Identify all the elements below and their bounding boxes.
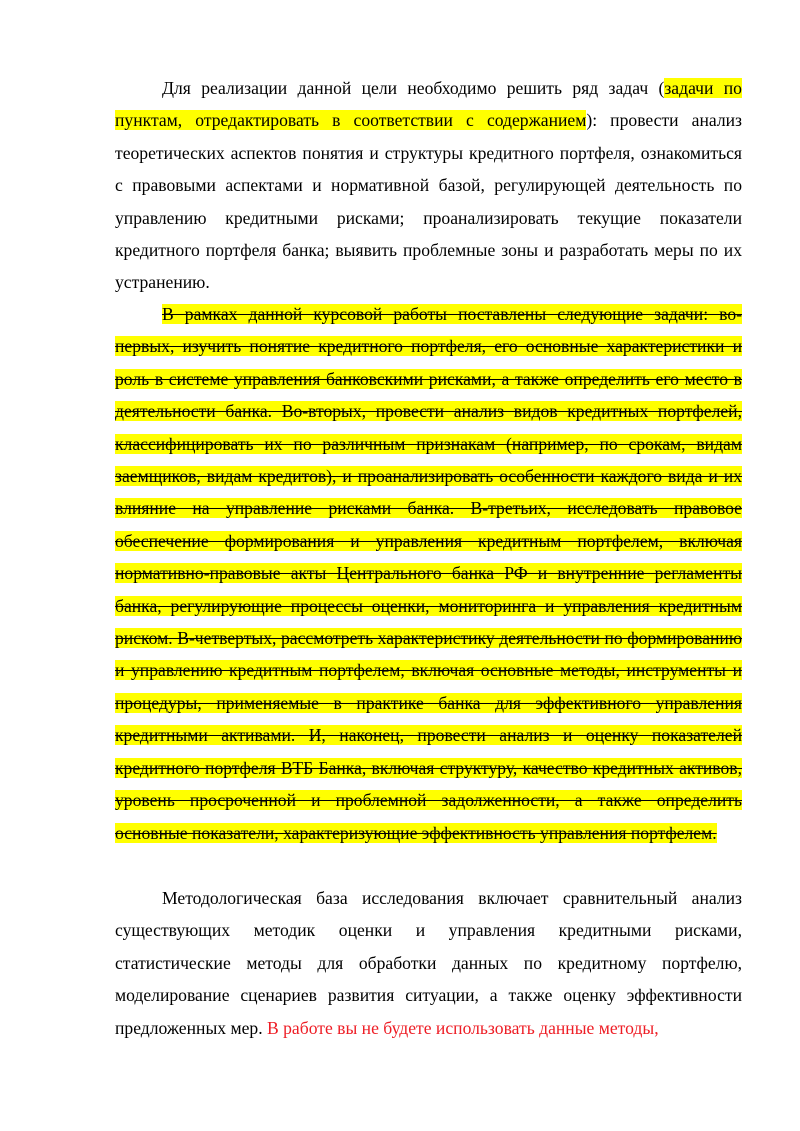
paragraph-goals (115, 72, 742, 299)
highlighted-editor-note: задачи по пунктам, отредактировать в соответствии с содержанием (115, 78, 742, 131)
paragraph-goals-start: Для реализации данной цели необходимо решить ряд задач ( (162, 78, 665, 98)
paragraph-methodology (115, 882, 742, 1044)
red-editor-note: В работе вы не будете использовать данные методы, (267, 1017, 659, 1038)
struck-highlighted-text: В рамках данной курсовой работы поставлены следующие задачи: во-первых, изучить понятие кредитного портфеля, его основные характеристики и роль в системе управления банковскими рисками, а также определить его место в деятельности банка. Во-вторых, провести анализ видов кредитных портфелей, классифицировать их по различным признакам (например, по срокам, видам заемщиков, видам кредитов), и проанализировать особенности каждого вида и их влияние на управление рисками банка. В-третьих, исследовать правовое обеспечение формирования и управления кредитным портфелем, включая нормативно-правовые акты Центрального банка РФ и внутренние регламенты банка, регулирующие процессы оценки, мониторинга и управления кредитным риском. В-четвертых, рассмотреть характеристику деятельности по формированию и управлению кредитным портфелем, включая основные методы, инструменты и процедуры, применяемые в практике банка для эффективного управления кредитными активами. И, наконец, провести анализ и оценку показателей кредитного портфеля ВТБ Банка, включая структуру, качество кредитных активов, уровень просроченной и проблемной задолженности, а также определить основные показатели, характеризующие эффективность управления портфелем. (115, 304, 742, 843)
paragraph-tasks-deleted (115, 298, 742, 849)
paragraph-methodology-text: Методологическая база исследования включает сравнительный анализ существующих методик оценки и управления кредитными рисками, статистические методы для обработки данных по кредитному портфелю, моделирование сценариев развития ситуации, а также оценку эффективности предложенных мер. (115, 888, 742, 1038)
paragraph-goals-end: ): провести анализ теоретических аспектов понятия и структуры кредитного портфеля, ознакомиться с правовыми аспектами и нормативной базой, регулирующей деятельность по управлению кредитными рисками; проанализировать текущие показатели кредитного портфеля банка; выявить проблемные зоны и разработать меры по их устранению. (115, 110, 742, 293)
